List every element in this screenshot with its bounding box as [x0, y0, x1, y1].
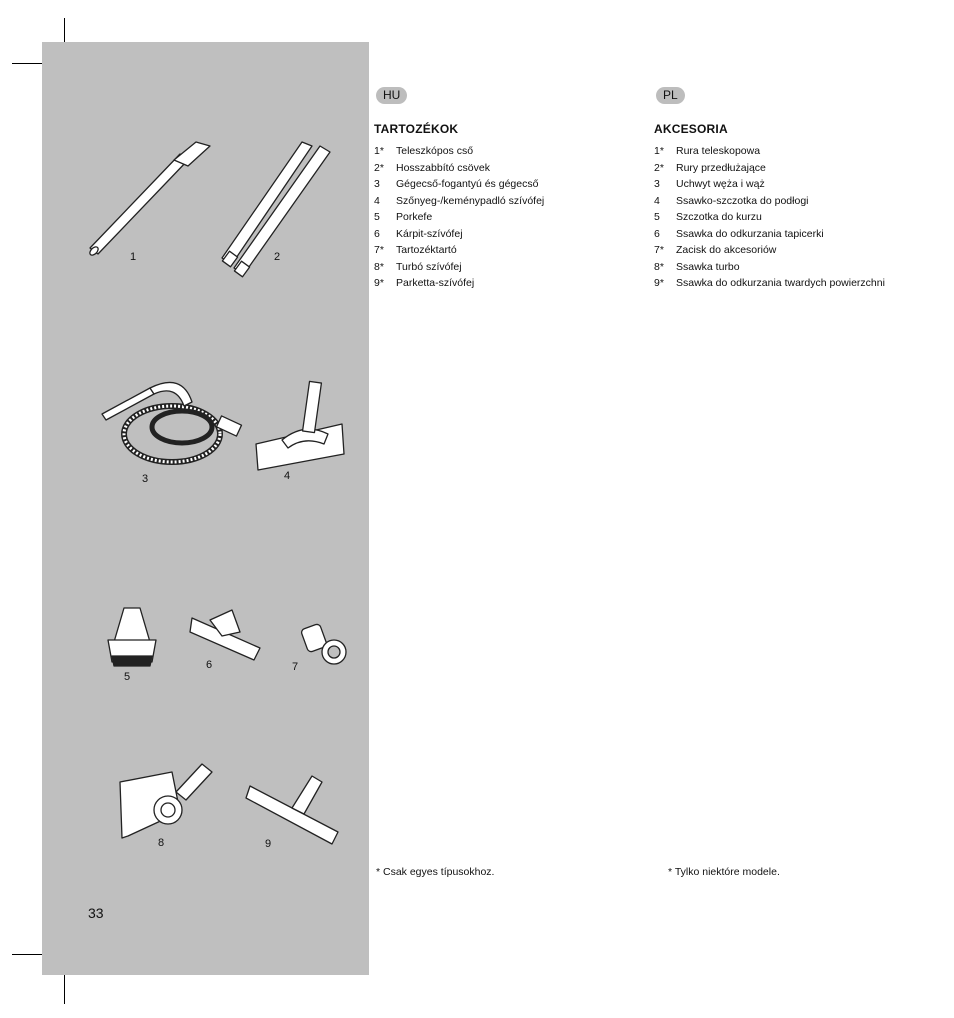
item-text: Parketta-szívófej [396, 277, 475, 289]
figure-label-1: 1 [130, 251, 137, 263]
figure-label-2: 2 [274, 251, 281, 263]
item-number: 1* [374, 145, 384, 157]
figure-label-9: 9 [265, 838, 272, 850]
item-number: 3 [654, 178, 660, 190]
dust-brush-drawing [108, 608, 156, 666]
list-item [654, 176, 894, 193]
item-number: 4 [654, 194, 660, 207]
accessory-list-hu [374, 143, 614, 292]
floor-nozzle-drawing [256, 381, 344, 470]
list-item [654, 259, 894, 276]
list-item [374, 226, 614, 243]
item-text: Ssawka do odkurzania twardych powierzchni [676, 277, 885, 289]
item-text: Ssawko-szczotka do podłogi [676, 194, 809, 207]
item-number: 2* [654, 161, 664, 174]
hose-drawing [102, 382, 242, 462]
section-title-hu: TARTOZÉKOK [374, 122, 459, 136]
list-item [374, 275, 614, 292]
item-number: 7* [654, 244, 664, 256]
item-number: 4 [374, 194, 380, 207]
list-item [374, 259, 614, 276]
item-number: 9* [654, 277, 664, 289]
item-text: Ssawka do odkurzania tapicerki [676, 227, 824, 240]
item-text: Hosszabbító csövek [396, 161, 490, 174]
item-text: Szczotka do kurzu [676, 211, 762, 223]
item-number: 9* [374, 277, 384, 289]
item-number: 5 [654, 211, 660, 223]
list-item [374, 143, 614, 160]
figure-label-6: 6 [206, 659, 213, 671]
accessory-illustrations [42, 42, 369, 975]
section-title-pl: AKCESORIA [654, 122, 728, 136]
item-text: Gégecső-fogantyú és gégecső [396, 178, 539, 190]
item-number: 6 [654, 227, 660, 240]
language-badge-hu: HU [376, 87, 407, 104]
item-text: Ssawka turbo [676, 260, 740, 273]
language-badge-pl: PL [656, 87, 685, 104]
item-text: Tartozéktartó [396, 244, 457, 256]
item-number: 8* [374, 260, 384, 273]
telescopic-tube-drawing [88, 142, 210, 257]
page-number: 33 [88, 905, 104, 921]
figure-label-8: 8 [158, 837, 165, 849]
list-item [654, 193, 894, 210]
list-item [374, 160, 614, 177]
list-item [374, 209, 614, 226]
item-text: Porkefe [396, 211, 433, 223]
item-text: Rury przedłużające [676, 161, 766, 174]
item-text: Turbó szívófej [396, 260, 462, 273]
accessory-list-pl [654, 143, 894, 292]
figure-label-4: 4 [284, 470, 291, 482]
footnote-hu: * Csak egyes típusokhoz. [376, 866, 495, 878]
item-number: 7* [374, 244, 384, 256]
list-item [654, 143, 894, 160]
list-item [374, 193, 614, 210]
accessory-clip-drawing [300, 623, 346, 664]
item-text: Kárpit-szívófej [396, 227, 463, 240]
item-text: Rura teleskopowa [676, 145, 761, 157]
item-text: Szőnyeg-/keménypadló szívófej [396, 194, 545, 207]
item-text: Uchwyt węża i wąż [676, 178, 765, 190]
list-item [654, 275, 894, 292]
item-number: 2* [374, 161, 384, 174]
list-item [374, 176, 614, 193]
list-item [654, 160, 894, 177]
upholstery-nozzle-drawing [190, 610, 260, 660]
item-number: 8* [654, 260, 664, 273]
footnote-pl: * Tylko niektóre modele. [668, 866, 780, 878]
parquet-nozzle-drawing [246, 776, 338, 844]
turbo-nozzle-drawing [120, 764, 212, 838]
item-number: 6 [374, 227, 380, 240]
figure-label-5: 5 [124, 671, 131, 683]
item-text: Teleszkópos cső [396, 145, 474, 157]
list-item [654, 226, 894, 243]
figure-label-7: 7 [292, 661, 299, 673]
figure-label-3: 3 [142, 473, 149, 485]
item-number: 3 [374, 178, 380, 190]
hungarian-column [374, 86, 614, 292]
list-item [654, 242, 894, 259]
list-item [374, 242, 614, 259]
item-text: Zacisk do akcesoriów [676, 244, 777, 256]
item-number: 1* [654, 145, 664, 157]
item-number: 5 [374, 211, 380, 223]
list-item [654, 209, 894, 226]
polish-column [654, 86, 894, 292]
